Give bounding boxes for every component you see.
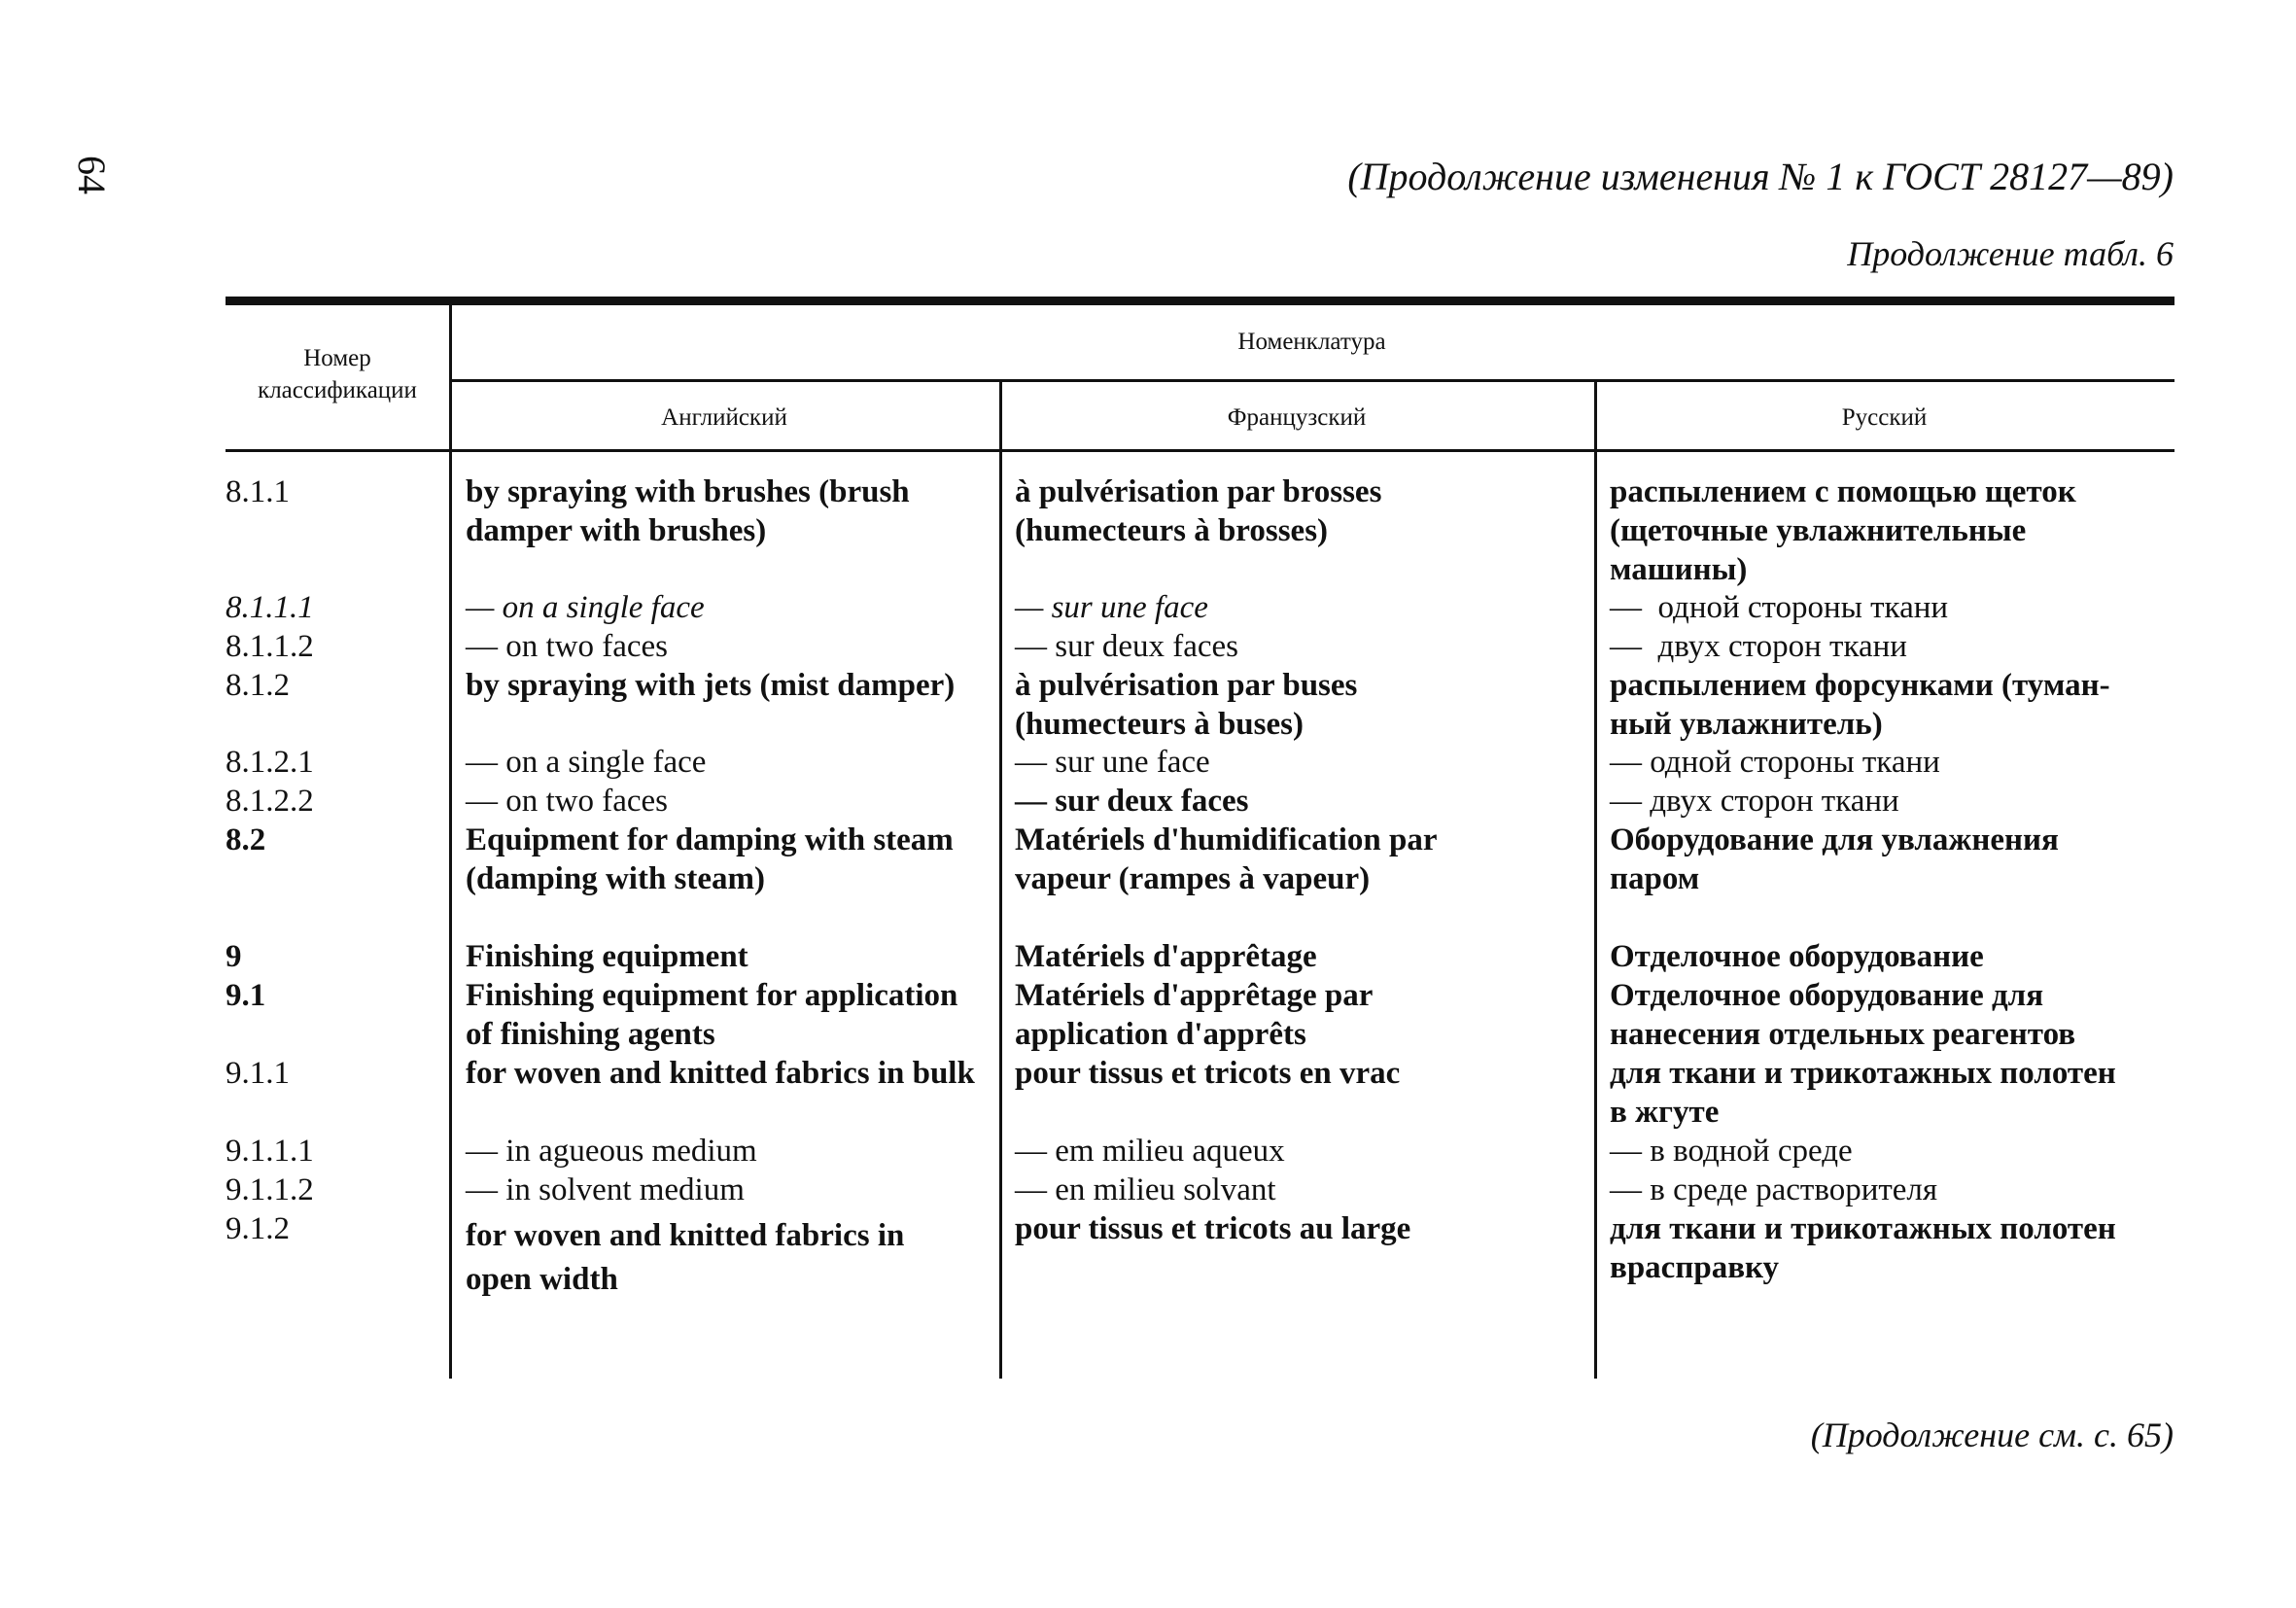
cell-russian: распылением форсунками (туман- ный увлажнитель) [1610, 668, 2110, 742]
table-top-rule [226, 297, 2174, 305]
row-number: 9.1.1.2 [226, 1172, 314, 1207]
cell-english: for woven and knitted fabrics in bulk [466, 1056, 975, 1091]
header-number: Номер классификации [258, 345, 417, 403]
row-number: 8.1.1.2 [226, 629, 314, 664]
header-russian: Русский [1841, 404, 1928, 431]
cell-russian: — двух сторон ткани [1610, 629, 1907, 664]
cell-french: — en milieu solvant [1015, 1172, 1276, 1207]
cell-russian: — одной стороны ткани [1610, 590, 1949, 625]
header-divider [449, 379, 2174, 382]
cell-french: pour tissus et tricots en vrac [1015, 1056, 1401, 1091]
header-english: Английский [661, 404, 787, 431]
cell-russian: — двух сторон ткани [1610, 784, 1899, 819]
row-number: 8.1.2.1 [226, 745, 314, 780]
header-bottom-rule [226, 449, 2174, 452]
header-french: Французский [1227, 404, 1367, 431]
cell-english: — on two faces [466, 629, 669, 664]
nomenclature-table [226, 297, 2174, 1381]
row-number: 8.1.1 [226, 474, 290, 509]
cell-russian: для ткани и трикотажных полотен в жгуте [1610, 1056, 2116, 1130]
cell-french: Matériels d'apprêtage par application d'apprêts [1015, 978, 1374, 1052]
cell-russian: распылением с помощью щеток (щеточные увлажнительные машины) [1610, 474, 2076, 587]
column-divider [999, 380, 1002, 1379]
cell-english: for woven and knitted fabrics in open width [466, 1218, 905, 1297]
cell-english: by spraying with brushes (brush damper with brushes) [466, 474, 910, 548]
cell-english: — on two faces [466, 784, 669, 819]
cell-french: Matériels d'humidification par vapeur (rampes à vapeur) [1015, 822, 1438, 896]
cell-french: — sur deux faces [1015, 629, 1239, 664]
cell-french: à pulvérisation par buses (humecteurs à buses) [1015, 668, 1358, 742]
cell-french: Matériels d'apprêtage [1015, 939, 1317, 974]
cell-english: — in solvent medium [466, 1172, 745, 1207]
cell-russian: — в среде растворителя [1610, 1172, 1938, 1207]
cell-french: à pulvérisation par brosses (humecteurs à brosses) [1015, 474, 1382, 548]
cell-russian: — в водной среде [1610, 1134, 1853, 1169]
cell-french: — sur deux faces [1015, 784, 1249, 819]
table-caption: Продолжение табл. 6 [1847, 234, 2174, 273]
cell-english: — on a single face [466, 745, 707, 780]
cell-english: — on a single face [466, 590, 705, 625]
row-number: 9.1.1.1 [226, 1134, 314, 1169]
row-number: 8.1.2.2 [226, 784, 314, 819]
cell-russian: для ткани и трикотажных полотен враспpавку [1610, 1211, 2116, 1285]
cell-english: — in agueous medium [466, 1134, 757, 1169]
page-number: 64 [70, 156, 114, 194]
row-number: 8.1.1.1 [226, 590, 314, 625]
cell-french: — em milieu aqueux [1015, 1134, 1285, 1169]
page-footer: (Продолжение см. с. 65) [1810, 1416, 2174, 1454]
row-number: 9.1 [226, 978, 266, 1013]
cell-french: pour tissus et tricots au large [1015, 1211, 1411, 1246]
row-number: 8.2 [226, 822, 266, 857]
header-nomenclature: Номенклатура [1237, 329, 1386, 355]
cell-russian: Отделочное оборудование для нанесения отдельных реагентов [1610, 978, 2076, 1052]
column-divider [449, 304, 452, 1379]
column-divider [1594, 380, 1597, 1379]
cell-french: — sur une face [1015, 745, 1210, 780]
cell-russian: Отделочное оборудование [1610, 939, 1984, 974]
cell-english: Finishing equipment for application of finishing agents [466, 978, 958, 1052]
cell-french: — sur une face [1015, 590, 1208, 625]
cell-russian: — одной стороны ткани [1610, 745, 1940, 780]
document-header: (Продолжение изменения № 1 к ГОСТ 28127—89) [1347, 155, 2174, 198]
cell-english: Equipment for damping with steam (damping with steam) [466, 822, 954, 896]
row-number: 8.1.2 [226, 668, 290, 703]
row-number: 9.1.1 [226, 1056, 290, 1091]
cell-english: by spraying with jets (mist damper) [466, 668, 956, 703]
row-number: 9 [226, 939, 242, 974]
row-number: 9.1.2 [226, 1211, 290, 1246]
cell-russian: Оборудование для увлажнения паром [1610, 822, 2059, 896]
cell-english: Finishing equipment [466, 939, 748, 974]
